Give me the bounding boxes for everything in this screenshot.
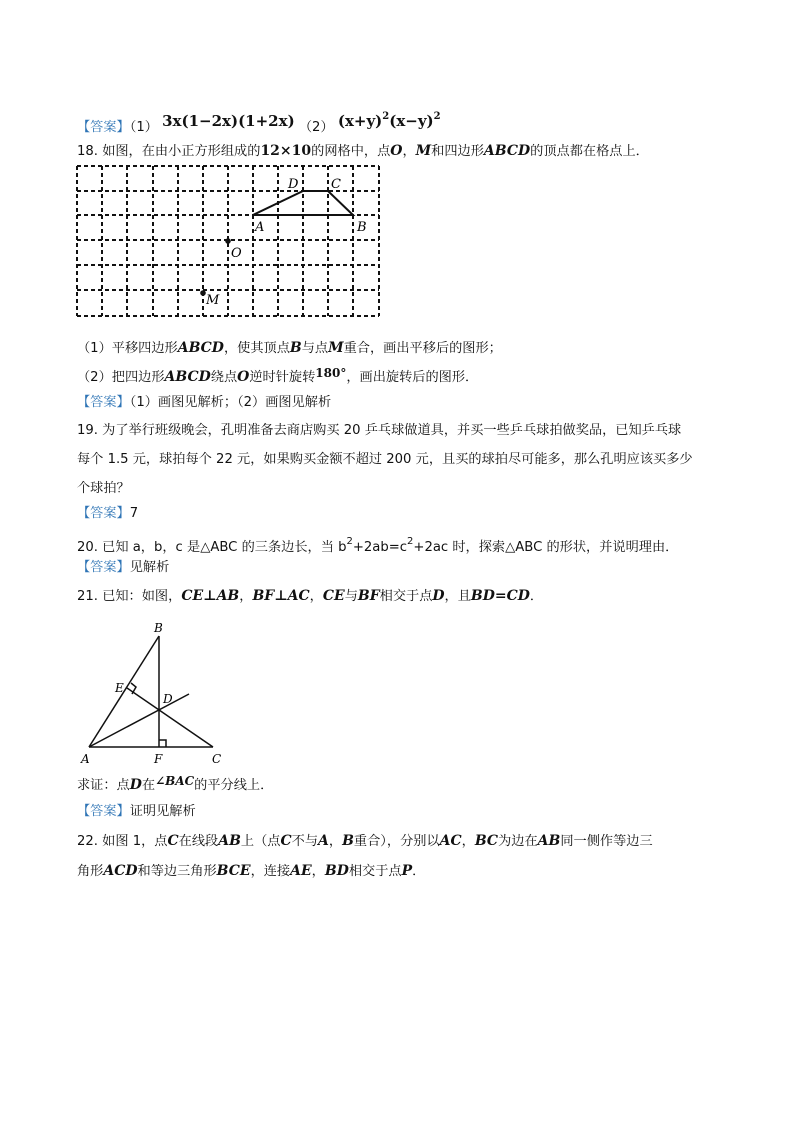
text: ， [328, 834, 343, 849]
text: 与 [344, 589, 358, 604]
text: ， [461, 834, 475, 849]
text: 相交于点 [379, 589, 433, 604]
quad-abcd: ABCD [164, 369, 211, 385]
label-c: C [212, 752, 222, 766]
text: ． [412, 864, 426, 879]
text: ， [311, 864, 325, 879]
point-m: M [415, 143, 432, 159]
q22-line1 [77, 831, 653, 852]
text: 的顶点都在格点上． [530, 144, 649, 159]
text: 已知：如图， [102, 589, 182, 604]
point-d: D [129, 777, 142, 793]
text: ， [239, 589, 253, 604]
label-a: A [81, 752, 90, 766]
q19-answer [77, 504, 138, 524]
q18-answer [77, 393, 331, 413]
text: 22. 如图 1，点 [77, 834, 168, 849]
text: 的网格中，点 [311, 144, 391, 159]
answer-label: 【答案】 [77, 506, 130, 521]
text: 同一侧作等边三 [560, 834, 653, 849]
q17-part2-formula: $(x+y)^2(x-y)^2$ [337, 111, 441, 130]
text: ，画出旋转后的图形． [346, 370, 479, 385]
text: 重合，画出平移后的图形； [343, 341, 502, 356]
label-b: B [154, 621, 163, 635]
q18-sub1 [77, 338, 502, 359]
text: ， [309, 589, 323, 604]
text: 在线段 [178, 834, 219, 849]
point-o-dot [225, 238, 231, 244]
point-c: C [167, 833, 179, 849]
text: 相交于点 [348, 864, 402, 879]
right-angle-e [131, 683, 136, 694]
label-d: D [163, 692, 173, 706]
q17-part1-label: （1） [129, 120, 158, 135]
condition-bf-perp-ac: BF⊥AC [252, 588, 310, 604]
segment-bc: BC [474, 833, 499, 849]
text: 绕点 [210, 370, 238, 385]
q18-sub2 [77, 367, 478, 388]
q21-answer [77, 802, 196, 822]
text: 求证：点 [77, 778, 130, 793]
text: 的平分线上． [194, 778, 274, 793]
grid-size: 12×10 [260, 143, 312, 159]
point-a: A [318, 833, 329, 849]
answer-label: 【答案】 [77, 395, 130, 410]
text: （1）平移四边形 [77, 341, 178, 356]
label-a: A [255, 220, 265, 235]
label-e: E [115, 681, 124, 695]
point-m: M [328, 340, 344, 356]
q19-line1: 19. 为了举行班级晚会，孔明准备去商店购买 20 乒乓球做道具，并买一些乒乓球拍做奖品，已知乒乓球 [77, 423, 682, 438]
exponent: 2 [407, 536, 414, 547]
label-f: F [154, 752, 163, 766]
segment-bd: BD [324, 863, 349, 879]
label-m: M [206, 293, 220, 308]
point-o: O [390, 143, 403, 159]
condition-ce-perp-ab: CE⊥AB [181, 588, 240, 604]
text: 角形 [77, 864, 104, 879]
q17-answer [77, 112, 441, 138]
q21-triangle-figure [75, 615, 235, 770]
text: +2ab=c [352, 540, 408, 555]
quad-abcd: ABCD [177, 340, 224, 356]
triangle-bce: BCE [216, 863, 251, 879]
text: 和四边形 [431, 144, 484, 159]
q19-line3: 个球拍？ [77, 481, 130, 496]
point-o: O [237, 369, 250, 385]
point-p: P [401, 863, 413, 879]
text: ， [402, 144, 416, 159]
text: 逆时针旋转 [249, 370, 316, 385]
point-d: D [432, 588, 445, 604]
q17-part2-label: （2） [298, 120, 334, 135]
text: 重合），分别以 [353, 834, 440, 849]
q22-line2 [77, 861, 425, 882]
point-m-dot [200, 290, 206, 296]
text: 上（点 [240, 834, 281, 849]
text: 为边在 [498, 834, 538, 849]
label-o: O [231, 246, 242, 261]
q18-stem [77, 141, 649, 162]
condition-bd-eq-cd: BD=CD [470, 588, 530, 604]
text: +2ac 时，探索△ABC 的形状，并说明理由． [413, 540, 679, 555]
segment-ae: AE [290, 863, 312, 879]
label-b: B [357, 220, 367, 235]
text: ，连接 [250, 864, 291, 879]
text: ，使其顶点 [223, 341, 290, 356]
q19-line2: 每个 1.5 元，球拍每个 22 元，如果购买金额不超过 200 元，且买的球拍尽可能多，那么孔明应该买多少 [77, 452, 693, 467]
point-c: C [280, 833, 292, 849]
exponent: 2 [346, 536, 353, 547]
segment-ab: AB [218, 833, 241, 849]
text: ． [529, 589, 544, 604]
text: 如图，在由小正方形组成的 [102, 144, 261, 159]
q18-grid-figure [70, 160, 390, 325]
q20-stem [77, 532, 678, 558]
segment-ce: CE [322, 588, 345, 604]
q21-stem [77, 586, 543, 607]
segment-bf: BF [357, 588, 380, 604]
segment-ab [89, 636, 159, 747]
text: 在 [141, 778, 156, 793]
point-b: B [289, 340, 302, 356]
rotation-angle: 180° [315, 366, 347, 380]
quad-abcd: ABCD [483, 143, 531, 159]
label-c: C [331, 177, 341, 192]
answer-label: 【答案】 [77, 560, 130, 575]
right-angle-f [159, 740, 166, 747]
answer-text: 见解析 [129, 560, 170, 575]
angle-bac: ∠BAC [155, 774, 195, 788]
text: 与点 [301, 341, 329, 356]
question-number: 18. [77, 144, 98, 159]
answer-label: 【答案】 [77, 804, 130, 819]
answer-text: 证明见解析 [129, 804, 196, 819]
answer-text: （1）画图见解析；（2）画图见解析 [129, 395, 332, 410]
question-number: 21. [77, 589, 98, 604]
text: 不与 [291, 834, 319, 849]
answer-label: 【答案】 [77, 120, 130, 135]
text: （2）把四边形 [77, 370, 165, 385]
q17-part1-formula: 3x(1−2x)(1+2x) [162, 112, 295, 130]
text: ，且 [444, 589, 471, 604]
label-d: D [288, 177, 299, 192]
triangle-acd: ACD [103, 863, 138, 879]
answer-text: 7 [129, 506, 139, 521]
segment-ab: AB [537, 833, 561, 849]
text: 和等边三角形 [137, 864, 217, 879]
text: 20. 已知 a，b，c 是△ABC 的三条边长，当 b [77, 540, 347, 555]
point-b: B [342, 833, 354, 849]
q21-prove [77, 775, 273, 796]
q20-answer [77, 558, 169, 578]
segment-ac: AC [439, 833, 462, 849]
